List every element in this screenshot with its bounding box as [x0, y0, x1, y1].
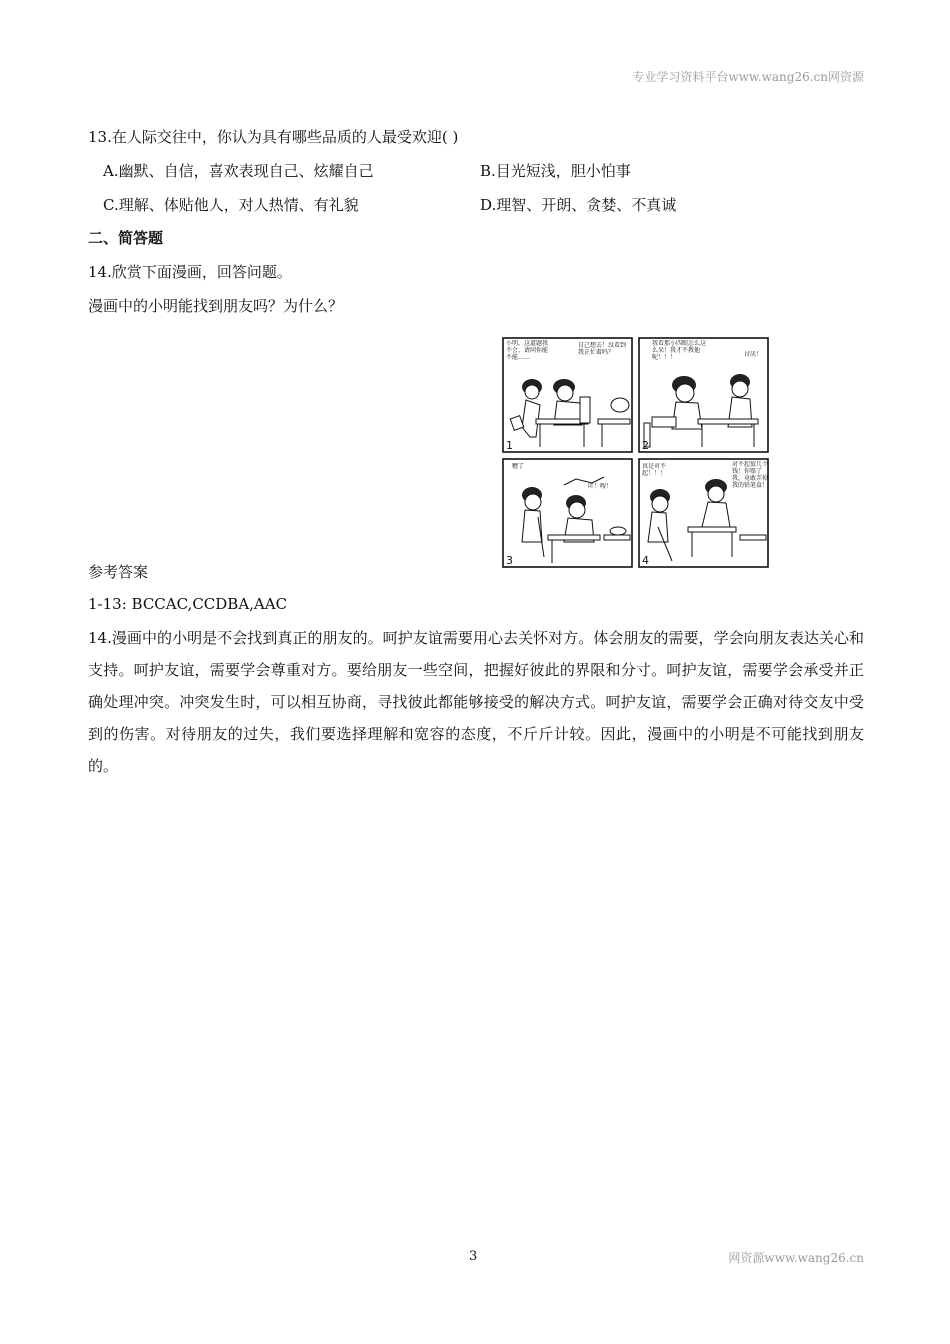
option-a: A.幽默、自信，喜欢表现自己、炫耀自己 — [103, 162, 374, 180]
comic-strip — [502, 337, 769, 568]
panel-4-right-bubble: 对不起值几个钱！你赔了我，竟敢弄掉我的铅笔盒！ — [732, 461, 768, 489]
option-c: C.理解、体贴他人，对人热情、有礼貌 — [103, 196, 359, 214]
page-footer: 网资源www.wang26.cn — [728, 1251, 864, 1265]
panel-1-number: 1 — [506, 439, 513, 452]
question-13-stem: 13.在人际交往中，你认为具有哪些品质的人最受欢迎( ) — [88, 128, 459, 146]
panel-3-left-bubble: 糟了 — [512, 463, 525, 470]
option-b: B.目光短浅，胆小怕事 — [480, 162, 631, 180]
panel-1-left-bubble: 小明，这道题我不会，请问你能不能…… — [506, 340, 549, 361]
panel-4-left-bubble: 真是对不起！！！ — [642, 463, 667, 477]
section-title: 二、简答题 — [88, 229, 164, 247]
question-14-stem: 14.欣赏下面漫画，回答问题。 — [88, 263, 292, 281]
comic-panel-2 — [639, 338, 768, 452]
answers-choices: 1-13: BCCAC,CCDBA,AAC — [88, 595, 288, 613]
panel-4-number: 4 — [642, 554, 649, 567]
page-header: 专业学习资料平台www.wang26.cn网资源 — [632, 70, 864, 84]
comic-panel-3 — [503, 459, 632, 567]
panel-3-number: 3 — [506, 554, 513, 567]
comic-panel-1 — [503, 338, 632, 452]
panel-3-right-bubble: 吖！嗖！ — [588, 483, 613, 490]
question-14-prompt: 漫画中的小明能找到朋友吗？为什么？ — [88, 297, 344, 315]
panel-2-left-bubble: 我看那小四眼怎么这么呆！我才不教他呢！！！ — [652, 340, 707, 361]
panel-1-right-bubble: 自己想去！没看到我正忙着吗？ — [578, 342, 627, 356]
option-d: D.理智、开朗、贪婪、不真诚 — [480, 196, 677, 214]
page-number: 3 — [469, 1249, 478, 1264]
panel-2-number: 2 — [642, 439, 649, 452]
panel-2-right-bubble: 讨厌！ — [744, 351, 763, 358]
answer-14-paragraph: 14.漫画中的小明是不会找到真正的朋友的。呵护友谊需要用心去关怀对方。体会朋友的需要，学会向朋友表达关心和支持。呵护友谊，需要学会尊重对方。要给朋友一些空间，把握好彼此的界限和分寸。呵护友谊，需要学会承受并正确处理冲突。冲突发生时，可以相互协商，寻找彼此都能够接受的解决方式。呵护友谊，需要学会正确对待交友中受到的伤害。对待朋友的过失，我们要选择理解和宽容的态度，不斤斤计较。因此，漫画中的小明是不可能找到朋友的。 — [88, 629, 864, 775]
answers-title: 参考答案 — [88, 563, 149, 581]
comic-panel-4 — [639, 459, 768, 567]
